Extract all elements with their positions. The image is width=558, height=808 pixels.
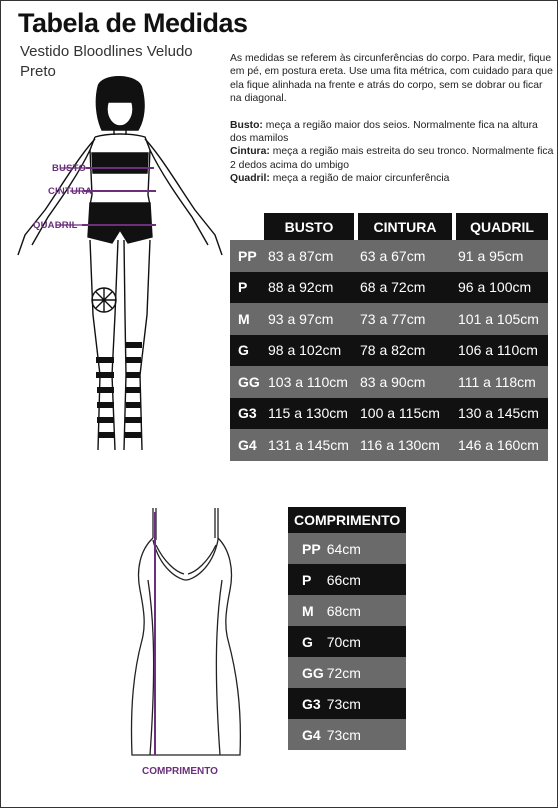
product-name: Vestido Bloodlines Veludo Preto [20, 43, 193, 80]
quadril-value: 146 a 160cm [454, 429, 548, 461]
cintura-value: 83 a 90cm [356, 366, 454, 398]
header-blank-cell [230, 213, 264, 240]
quadril-label: QUADRIL [33, 220, 78, 231]
length-value: 73cm [327, 719, 407, 750]
dress-illustration [120, 500, 250, 765]
length-table [288, 507, 406, 750]
instructions-intro: As medidas se referem às circunferências do corpo. Para medir, fique em pé, em postura ereta. Use uma fita métrica, com cuidado para que ela fique alinhada na frente e atrás do corpo, sem se dobrar ou ficar na diagonal. [230, 53, 553, 105]
size-code: P [230, 272, 264, 304]
size-code: M [288, 595, 327, 626]
size-code: G4 [230, 429, 264, 461]
length-value: 70cm [327, 626, 407, 657]
busto-label: BUSTO [52, 163, 87, 174]
cintura-value: 78 a 82cm [356, 335, 454, 367]
table-row [230, 366, 548, 398]
instruction-quadril [230, 172, 555, 185]
size-code: G [230, 335, 264, 367]
busto-value: 88 a 92cm [264, 272, 356, 304]
table-row [230, 240, 548, 272]
header-comprimento: COMPRIMENTO [288, 507, 406, 533]
table-row [288, 533, 406, 564]
busto-text: meça a região maior dos seios. Normalmente fica na altura dos mamilos [230, 119, 538, 145]
size-code: G [288, 626, 327, 657]
cintura-value: 100 a 115cm [356, 398, 454, 430]
table-row [230, 429, 548, 461]
table-row [288, 657, 406, 688]
table-row [288, 688, 406, 719]
page-title: Tabela de Medidas [18, 8, 248, 38]
cintura-value: 73 a 77cm [356, 303, 454, 335]
length-value: 66cm [327, 564, 407, 595]
quadril-value: 130 a 145cm [454, 398, 548, 430]
busto-term: Busto: [230, 119, 263, 131]
length-value: 73cm [327, 688, 407, 719]
quadril-value: 101 a 105cm [454, 303, 548, 335]
cintura-value: 68 a 72cm [356, 272, 454, 304]
measurement-instructions [230, 52, 555, 186]
busto-value: 115 a 130cm [264, 398, 356, 430]
busto-value: 131 a 145cm [264, 429, 356, 461]
cintura-value: 63 a 67cm [356, 240, 454, 272]
quadril-value: 91 a 95cm [454, 240, 548, 272]
cintura-label: CINTURA [48, 186, 93, 197]
quadril-value: 106 a 110cm [454, 335, 548, 367]
size-measurements-table [230, 213, 548, 461]
size-code: GG [288, 657, 327, 688]
length-header-row [288, 507, 406, 533]
table-row [230, 335, 548, 367]
length-value: 72cm [327, 657, 407, 688]
size-code: G4 [288, 719, 327, 750]
table-row [230, 398, 548, 430]
table-header-row [230, 213, 548, 240]
busto-value: 93 a 97cm [264, 303, 356, 335]
size-code: PP [288, 533, 327, 564]
quadril-value: 96 a 100cm [454, 272, 548, 304]
comprimento-label: COMPRIMENTO [142, 766, 218, 777]
header-busto: BUSTO [264, 213, 356, 240]
busto-value: 83 a 87cm [264, 240, 356, 272]
cintura-text: meça a região mais estreita do seu tronco. Normalmente fica 2 dedos acima do umbigo [230, 146, 554, 171]
header-cintura: CINTURA [356, 213, 454, 240]
size-code: GG [230, 366, 264, 398]
size-code: G3 [288, 688, 327, 719]
instruction-cintura [230, 145, 555, 172]
table-row [288, 626, 406, 657]
table-row [230, 303, 548, 335]
size-code: PP [230, 240, 264, 272]
cintura-term: Cintura: [230, 146, 270, 158]
table-row [288, 564, 406, 595]
instruction-busto [230, 119, 555, 146]
body-figure-illustration [0, 75, 230, 460]
busto-value: 98 a 102cm [264, 335, 356, 367]
size-code: G3 [230, 398, 264, 430]
length-value: 68cm [327, 595, 407, 626]
quadril-term: Quadril: [230, 173, 270, 185]
busto-value: 103 a 110cm [264, 366, 356, 398]
quadril-text: meça a região de maior circunferência [269, 173, 450, 185]
cintura-value: 116 a 130cm [356, 429, 454, 461]
table-row [288, 719, 406, 750]
table-row [288, 595, 406, 626]
quadril-value: 111 a 118cm [454, 366, 548, 398]
size-code: P [288, 564, 327, 595]
table-row [230, 272, 548, 304]
size-code: M [230, 303, 264, 335]
length-value: 64cm [327, 533, 407, 564]
header-quadril: QUADRIL [454, 213, 548, 240]
